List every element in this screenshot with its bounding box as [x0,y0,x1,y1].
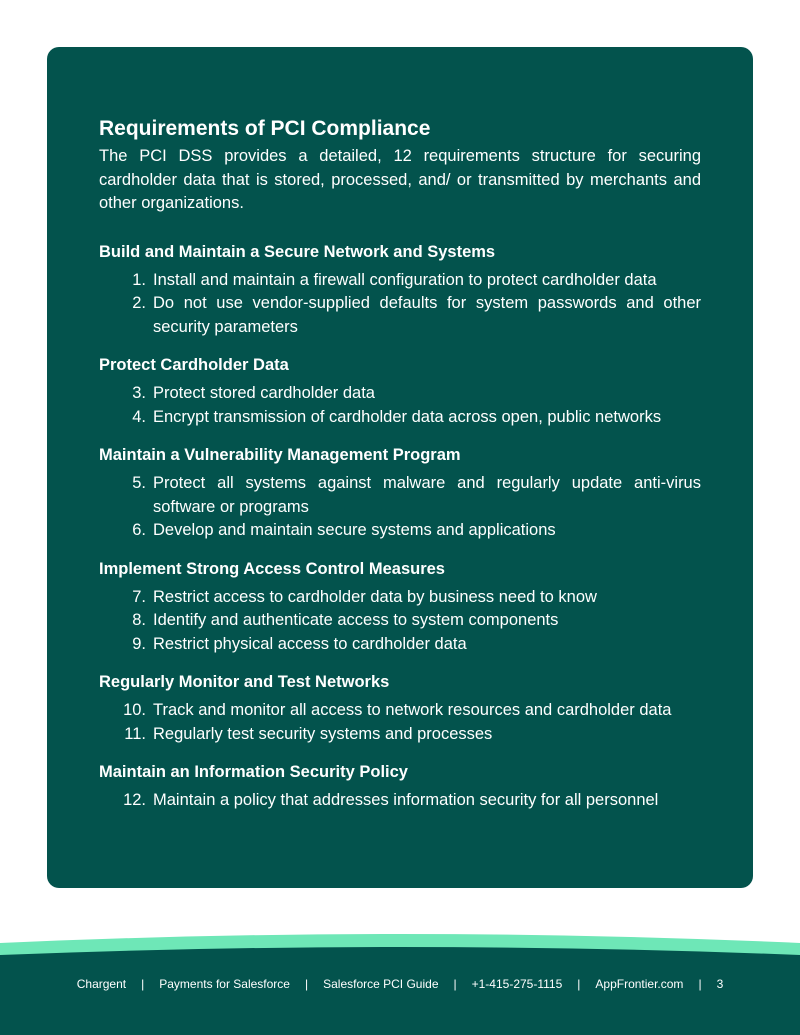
requirement-text: Maintain a policy that addresses information security for all personnel [153,791,659,809]
requirement-number: 11. [124,724,146,743]
section-title: Regularly Monitor and Test Networks [99,673,390,691]
footer-separator: | [304,977,309,991]
requirement-text: Develop and maintain secure systems and applications [153,521,556,539]
page-title: Requirements of PCI Compliance [99,117,431,140]
requirement-item [99,519,701,543]
requirement-text: Protect stored cardholder data [153,384,375,402]
requirement-list [99,269,701,340]
requirement-number: 6. [132,521,146,539]
section-secure-network [99,241,701,340]
footer-company-name: Chargent [76,977,127,991]
requirement-item [99,699,701,723]
section-security-policy [99,761,701,813]
page-footer [0,955,800,1035]
section-title: Implement Strong Access Control Measures [99,559,445,578]
section-access-control [99,558,701,657]
requirement-text: Do not use vendor-supplied defaults for system passwords and other security parameters [153,294,701,336]
requirement-list [99,586,701,657]
requirement-list [99,789,701,813]
footer-document-name: Salesforce PCI Guide [323,977,439,991]
requirement-number: 1. [132,270,146,289]
requirement-text: Install and maintain a firewall configuration to protect cardholder data [153,270,657,289]
requirement-item [99,406,701,430]
section-vulnerability-management [99,444,701,543]
requirement-item [99,382,701,406]
footer-bar [0,975,800,993]
section-protect-data [99,354,701,429]
requirement-text: Regularly test security systems and processes [153,724,493,743]
requirement-text: Track and monitor all access to network resources and cardholder data [153,701,672,719]
footer-separator: | [141,977,145,991]
requirement-number: 10. [123,701,146,719]
requirement-number: 12. [123,791,146,809]
requirement-text: Encrypt transmission of cardholder data across open, public networks [153,407,662,426]
requirement-item [99,723,701,747]
requirement-list [99,699,701,746]
content-body [99,117,701,813]
section-title: Build and Maintain a Secure Network and Systems [99,242,496,261]
section-title: Maintain an Information Security Policy [99,763,408,781]
requirement-list [99,382,701,429]
requirement-number: 2. [132,294,146,312]
footer-product-tagline: Payments for Salesforce [159,977,290,991]
requirement-item [99,472,701,519]
requirement-item [99,269,701,293]
requirement-number: 3. [132,384,146,402]
requirement-text: Restrict access to cardholder data by business need to know [153,587,597,606]
requirement-item [99,789,701,813]
requirement-number: 4. [132,407,146,426]
footer-separator: | [453,977,457,991]
footer-separator: | [577,977,581,991]
footer-phone: +1-415-275-1115 [471,977,563,991]
content-card [47,47,753,888]
requirement-number: 5. [132,474,146,492]
footer-website: AppFrontier.com [595,977,684,991]
requirement-item [99,292,701,339]
requirement-item [99,609,701,633]
section-title: Protect Cardholder Data [99,356,289,374]
requirement-list [99,472,701,543]
requirement-number: 7. [132,587,146,606]
requirement-text: Protect all systems against malware and regularly update anti-virus software or programs [153,474,701,516]
section-monitor-test [99,671,701,746]
requirement-number: 8. [132,611,146,629]
section-title: Maintain a Vulnerability Management Program [99,446,461,464]
intro-paragraph: The PCI DSS provides a detailed, 12 requirements structure for securing cardholder data that is stored, processed, and/ or transmitted by merchants and other organizations. [99,147,701,212]
requirement-text: Identify and authenticate access to system components [153,611,559,629]
requirement-number: 9. [132,634,146,653]
footer-page-number: 3 [716,977,724,991]
requirement-item [99,586,701,610]
requirement-item [99,633,701,657]
footer-separator: | [698,977,702,991]
requirement-text: Restrict physical access to cardholder data [153,634,467,653]
